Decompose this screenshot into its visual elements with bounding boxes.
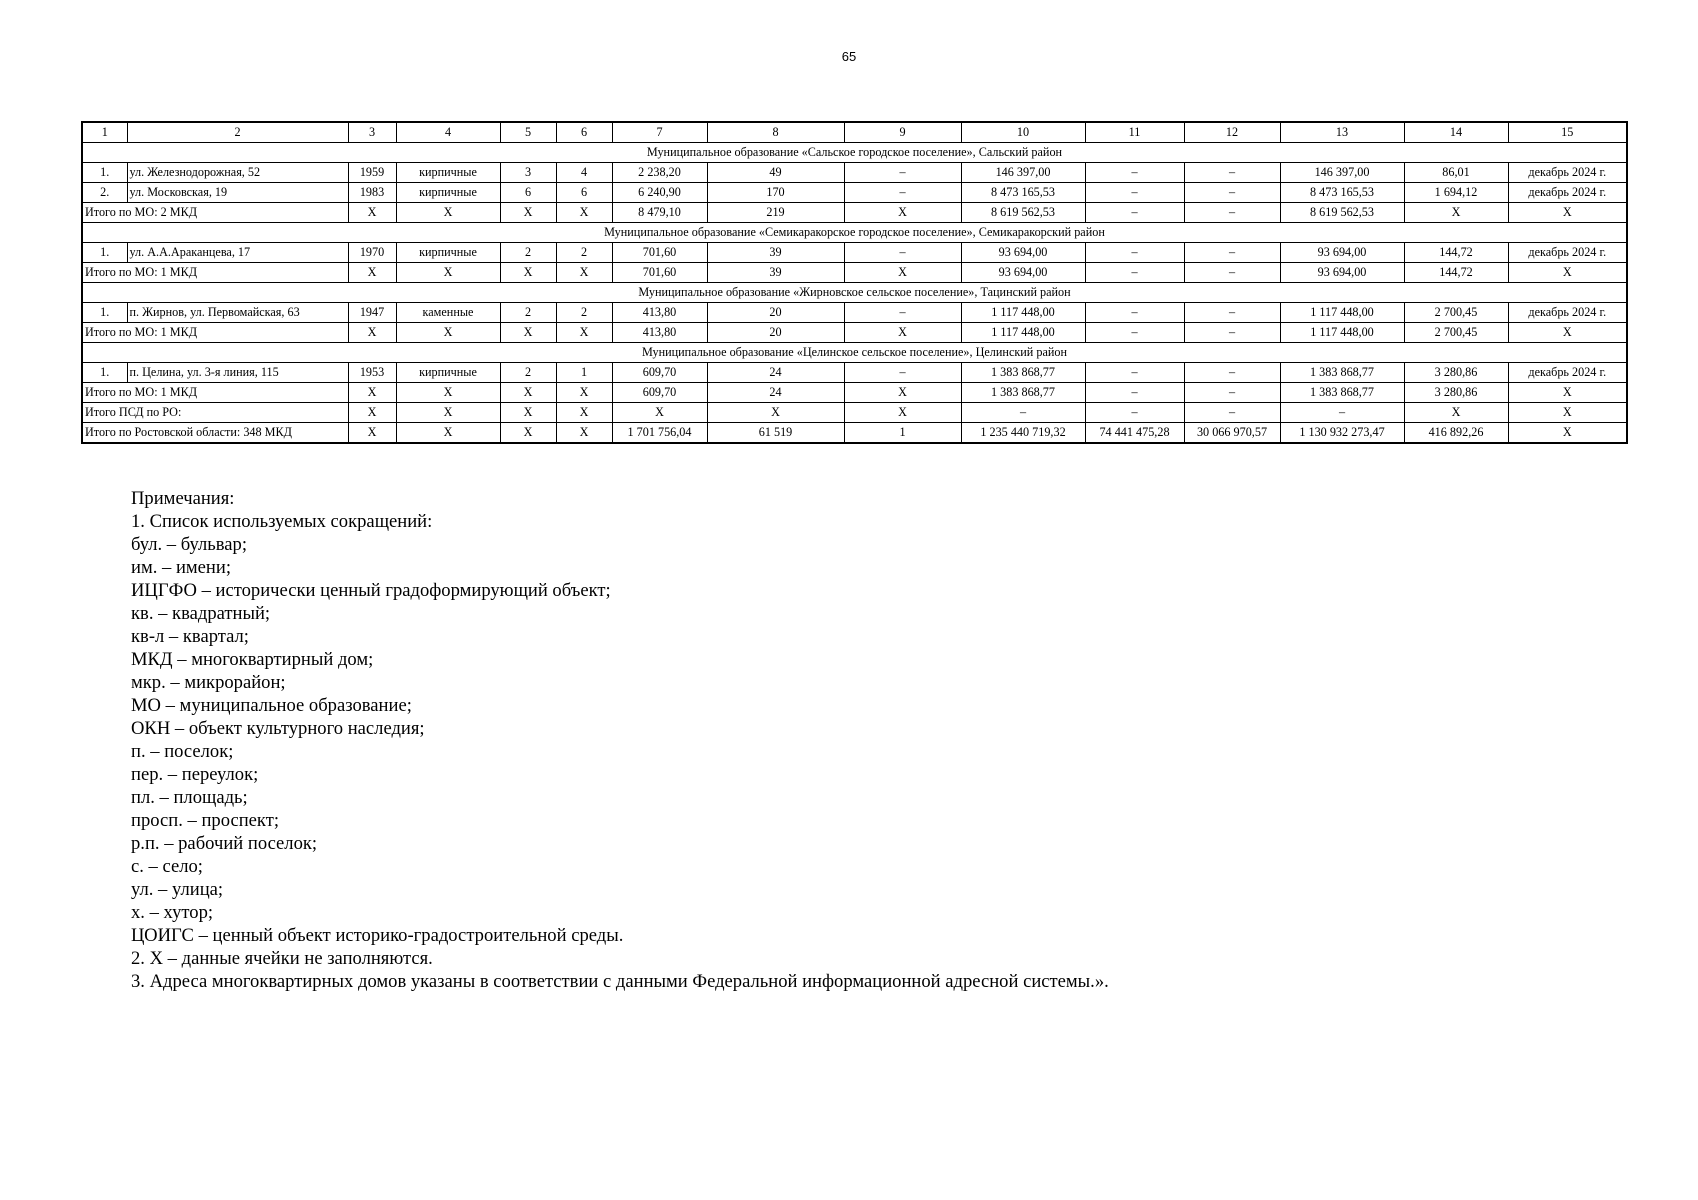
table-cell: 8 619 562,53 xyxy=(961,203,1085,223)
table-cell: декабрь 2024 г. xyxy=(1508,303,1627,323)
header-cell: 15 xyxy=(1508,122,1627,143)
header-cell: 12 xyxy=(1184,122,1280,143)
table-cell: – xyxy=(844,243,961,263)
table-cell: 1. xyxy=(82,303,127,323)
table-cell: X xyxy=(844,403,961,423)
table-cell: – xyxy=(1184,323,1280,343)
table-cell: X xyxy=(1508,423,1627,444)
table-cell: X xyxy=(844,323,961,343)
table-cell: 6 xyxy=(556,183,612,203)
table-cell: кирпичные xyxy=(396,183,500,203)
header-cell: 10 xyxy=(961,122,1085,143)
note-line: просп. – проспект; xyxy=(131,810,279,831)
section-title: Муниципальное образование «Жирновское сельское поселение», Тацинский район xyxy=(82,283,1627,303)
table-cell: 24 xyxy=(707,363,844,383)
table-cell: 93 694,00 xyxy=(961,263,1085,283)
table-cell: X xyxy=(396,423,500,444)
table-cell: 413,80 xyxy=(612,303,707,323)
note-line: пер. – переулок; xyxy=(131,764,259,785)
table-cell: – xyxy=(1184,243,1280,263)
table-cell: 4 xyxy=(556,163,612,183)
table-cell: декабрь 2024 г. xyxy=(1508,163,1627,183)
table-cell: X xyxy=(556,203,612,223)
table-cell: X xyxy=(556,403,612,423)
table-cell: – xyxy=(1184,263,1280,283)
note-line: мкр. – микрорайон; xyxy=(131,672,286,693)
section-row xyxy=(82,143,1627,163)
table-cell: 8 473 165,53 xyxy=(1280,183,1404,203)
notes-section xyxy=(131,487,1551,993)
note-line: 3. Адреса многоквартирных домов указаны в соответствии с данными Федеральной информационной адресной системы.». xyxy=(131,971,1109,992)
total-row xyxy=(82,263,1627,283)
total-row xyxy=(82,383,1627,403)
note-line: бул. – бульвар; xyxy=(131,534,247,555)
table-cell: 1 xyxy=(556,363,612,383)
table-cell: – xyxy=(844,183,961,203)
table-cell: 1959 xyxy=(348,163,396,183)
table-cell: 1 117 448,00 xyxy=(961,323,1085,343)
table-cell: 20 xyxy=(707,303,844,323)
table-cell: 8 473 165,53 xyxy=(961,183,1085,203)
table-cell: – xyxy=(1184,163,1280,183)
total-row xyxy=(82,403,1627,423)
table-cell: 2 xyxy=(556,303,612,323)
table-cell: 1947 xyxy=(348,303,396,323)
table-cell: ул. Московская, 19 xyxy=(127,183,348,203)
table-cell: X xyxy=(844,383,961,403)
header-cell: 13 xyxy=(1280,122,1404,143)
table-cell: 1 117 448,00 xyxy=(1280,323,1404,343)
table-cell: X xyxy=(348,383,396,403)
table-row xyxy=(82,243,1627,263)
table-cell: 2 xyxy=(500,363,556,383)
table-cell: 1. xyxy=(82,163,127,183)
table-row xyxy=(82,303,1627,323)
table-cell: 1 117 448,00 xyxy=(1280,303,1404,323)
table-cell: 701,60 xyxy=(612,263,707,283)
table-cell: X xyxy=(707,403,844,423)
table-cell: X xyxy=(500,423,556,444)
table-cell: X xyxy=(500,203,556,223)
header-cell: 8 xyxy=(707,122,844,143)
table-cell: декабрь 2024 г. xyxy=(1508,363,1627,383)
note-line: р.п. – рабочий поселок; xyxy=(131,833,318,854)
table-cell: X xyxy=(1404,403,1508,423)
table-cell: 1983 xyxy=(348,183,396,203)
note-line: 1. Список используемых сокращений: xyxy=(131,511,433,532)
table-cell: кирпичные xyxy=(396,363,500,383)
table-cell: 609,70 xyxy=(612,363,707,383)
table-cell: 49 xyxy=(707,163,844,183)
total-row xyxy=(82,323,1627,343)
table-row xyxy=(82,183,1627,203)
table-cell: X xyxy=(1508,203,1627,223)
table-cell: – xyxy=(1184,403,1280,423)
table-cell: X xyxy=(612,403,707,423)
table-cell: X xyxy=(500,263,556,283)
table-cell: X xyxy=(396,323,500,343)
total-label: Итого по МО: 1 МКД xyxy=(82,323,348,343)
table-cell: 1 xyxy=(844,423,961,444)
table-cell: 86,01 xyxy=(1404,163,1508,183)
table-cell: X xyxy=(1404,203,1508,223)
table-cell: X xyxy=(396,403,500,423)
table-cell: 1 383 868,77 xyxy=(1280,383,1404,403)
table-cell: 416 892,26 xyxy=(1404,423,1508,444)
table-cell: 93 694,00 xyxy=(961,243,1085,263)
table-cell: 3 xyxy=(500,163,556,183)
table-cell: – xyxy=(1184,203,1280,223)
housing-table-container xyxy=(81,121,1626,444)
table-row xyxy=(82,363,1627,383)
header-cell: 6 xyxy=(556,122,612,143)
table-cell: – xyxy=(1085,363,1184,383)
table-cell: 701,60 xyxy=(612,243,707,263)
note-line: ул. – улица; xyxy=(131,879,224,900)
table-cell: – xyxy=(1280,403,1404,423)
table-cell: X xyxy=(1508,383,1627,403)
table-cell: X xyxy=(348,323,396,343)
note-line: ИЦГФО – исторически ценный градоформирующий объект; xyxy=(131,580,611,601)
table-cell: 1 235 440 719,32 xyxy=(961,423,1085,444)
table-cell: декабрь 2024 г. xyxy=(1508,243,1627,263)
table-cell: 2 xyxy=(556,243,612,263)
table-cell: 146 397,00 xyxy=(1280,163,1404,183)
total-label: Итого по Ростовской области: 348 МКД xyxy=(82,423,348,444)
section-row xyxy=(82,343,1627,363)
table-body xyxy=(82,122,1627,443)
table-cell: – xyxy=(961,403,1085,423)
table-cell: 3 280,86 xyxy=(1404,383,1508,403)
notes-heading: Примечания: xyxy=(131,488,235,509)
table-cell: X xyxy=(556,263,612,283)
table-cell: X xyxy=(844,203,961,223)
table-cell: – xyxy=(1085,323,1184,343)
table-cell: – xyxy=(1085,263,1184,283)
table-cell: кирпичные xyxy=(396,163,500,183)
total-label: Итого по МО: 2 МКД xyxy=(82,203,348,223)
table-cell: 8 479,10 xyxy=(612,203,707,223)
table-cell: 2. xyxy=(82,183,127,203)
table-cell: 2 700,45 xyxy=(1404,303,1508,323)
table-cell: 39 xyxy=(707,263,844,283)
section-title: Муниципальное образование «Целинское сельское поселение», Целинский район xyxy=(82,343,1627,363)
table-cell: – xyxy=(1085,243,1184,263)
table-cell: – xyxy=(844,363,961,383)
table-cell: 39 xyxy=(707,243,844,263)
table-cell: X xyxy=(556,323,612,343)
section-title: Муниципальное образование «Семикаракорское городское поселение», Семикаракорский район xyxy=(82,223,1627,243)
table-cell: 2 700,45 xyxy=(1404,323,1508,343)
note-line: с. – село; xyxy=(131,856,203,877)
table-cell: 144,72 xyxy=(1404,263,1508,283)
table-cell: ул. А.А.Араканцева, 17 xyxy=(127,243,348,263)
table-cell: 1 701 756,04 xyxy=(612,423,707,444)
table-cell: 93 694,00 xyxy=(1280,243,1404,263)
table-cell: 61 519 xyxy=(707,423,844,444)
table-cell: X xyxy=(556,423,612,444)
table-cell: X xyxy=(500,403,556,423)
table-cell: ул. Железнодорожная, 52 xyxy=(127,163,348,183)
total-row xyxy=(82,203,1627,223)
table-cell: – xyxy=(844,303,961,323)
header-cell: 7 xyxy=(612,122,707,143)
table-cell: X xyxy=(1508,323,1627,343)
table-cell: 1 130 932 273,47 xyxy=(1280,423,1404,444)
header-cell: 4 xyxy=(396,122,500,143)
table-cell: X xyxy=(1508,263,1627,283)
header-cell: 9 xyxy=(844,122,961,143)
header-cell: 11 xyxy=(1085,122,1184,143)
housing-table xyxy=(81,121,1628,444)
table-cell: – xyxy=(1085,183,1184,203)
note-line: кв-л – квартал; xyxy=(131,626,249,647)
note-line: 2. X – данные ячейки не заполняются. xyxy=(131,948,433,969)
note-line: пл. – площадь; xyxy=(131,787,248,808)
header-cell: 3 xyxy=(348,122,396,143)
table-cell: 20 xyxy=(707,323,844,343)
table-cell: 30 066 970,57 xyxy=(1184,423,1280,444)
table-cell: 6 240,90 xyxy=(612,183,707,203)
table-cell: 170 xyxy=(707,183,844,203)
table-cell: X xyxy=(396,383,500,403)
table-cell: 1 694,12 xyxy=(1404,183,1508,203)
note-line: МО – муниципальное образование; xyxy=(131,695,412,716)
table-cell: 2 xyxy=(500,303,556,323)
table-cell: п. Жирнов, ул. Первомайская, 63 xyxy=(127,303,348,323)
note-line: х. – хутор; xyxy=(131,902,214,923)
note-line: ОКН – объект культурного наследия; xyxy=(131,718,425,739)
table-cell: 2 xyxy=(500,243,556,263)
table-cell: – xyxy=(1184,363,1280,383)
total-row xyxy=(82,423,1627,444)
table-cell: 609,70 xyxy=(612,383,707,403)
table-cell: 24 xyxy=(707,383,844,403)
table-cell: – xyxy=(1184,303,1280,323)
table-cell: 1 383 868,77 xyxy=(961,363,1085,383)
table-cell: 1. xyxy=(82,243,127,263)
header-cell: 2 xyxy=(127,122,348,143)
table-cell: X xyxy=(1508,403,1627,423)
note-line: кв. – квадратный; xyxy=(131,603,271,624)
note-line: им. – имени; xyxy=(131,557,231,578)
note-line: МКД – многоквартирный дом; xyxy=(131,649,374,670)
section-title: Муниципальное образование «Сальское городское поселение», Сальский район xyxy=(82,143,1627,163)
table-cell: 1 117 448,00 xyxy=(961,303,1085,323)
header-cell: 5 xyxy=(500,122,556,143)
table-cell: X xyxy=(348,203,396,223)
table-row xyxy=(82,163,1627,183)
table-cell: – xyxy=(1085,163,1184,183)
table-cell: 1 383 868,77 xyxy=(961,383,1085,403)
total-label: Итого по МО: 1 МКД xyxy=(82,383,348,403)
header-cell: 1 xyxy=(82,122,127,143)
table-cell: X xyxy=(844,263,961,283)
note-line: п. – поселок; xyxy=(131,741,234,762)
table-cell: X xyxy=(500,323,556,343)
table-cell: X xyxy=(500,383,556,403)
table-cell: 1953 xyxy=(348,363,396,383)
total-label: Итого по МО: 1 МКД xyxy=(82,263,348,283)
table-cell: X xyxy=(396,203,500,223)
table-cell: – xyxy=(1085,383,1184,403)
table-cell: 3 280,86 xyxy=(1404,363,1508,383)
table-cell: 1. xyxy=(82,363,127,383)
table-cell: 1 383 868,77 xyxy=(1280,363,1404,383)
table-cell: X xyxy=(556,383,612,403)
section-row xyxy=(82,283,1627,303)
table-cell: 93 694,00 xyxy=(1280,263,1404,283)
table-cell: 146 397,00 xyxy=(961,163,1085,183)
table-cell: 2 238,20 xyxy=(612,163,707,183)
table-cell: 413,80 xyxy=(612,323,707,343)
table-cell: – xyxy=(1085,203,1184,223)
table-cell: X xyxy=(348,403,396,423)
table-cell: декабрь 2024 г. xyxy=(1508,183,1627,203)
page-number: 65 xyxy=(841,49,857,64)
section-row xyxy=(82,223,1627,243)
header-cell: 14 xyxy=(1404,122,1508,143)
table-cell: X xyxy=(348,423,396,444)
note-line: ЦОИГС – ценный объект историко-градостроительной среды. xyxy=(131,925,624,946)
table-cell: п. Целина, ул. 3-я линия, 115 xyxy=(127,363,348,383)
table-cell: – xyxy=(1085,403,1184,423)
table-cell: каменные xyxy=(396,303,500,323)
table-cell: 6 xyxy=(500,183,556,203)
table-cell: 1970 xyxy=(348,243,396,263)
table-cell: X xyxy=(396,263,500,283)
table-cell: X xyxy=(348,263,396,283)
table-cell: 219 xyxy=(707,203,844,223)
table-cell: – xyxy=(844,163,961,183)
table-cell: кирпичные xyxy=(396,243,500,263)
table-cell: – xyxy=(1184,383,1280,403)
header-row xyxy=(82,122,1627,143)
table-cell: 144,72 xyxy=(1404,243,1508,263)
table-cell: – xyxy=(1184,183,1280,203)
table-cell: 74 441 475,28 xyxy=(1085,423,1184,444)
total-label: Итого ПСД по РО: xyxy=(82,403,348,423)
table-cell: 8 619 562,53 xyxy=(1280,203,1404,223)
table-cell: – xyxy=(1085,303,1184,323)
